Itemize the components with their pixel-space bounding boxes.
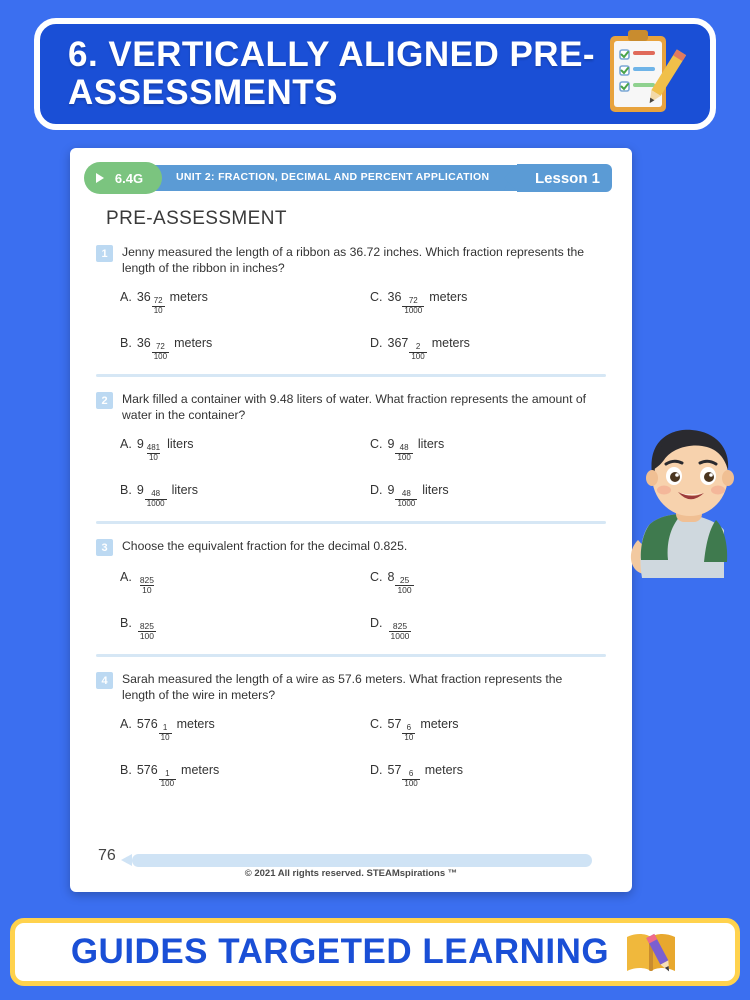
choice-whole: 576 bbox=[136, 717, 158, 732]
page-number: 76 bbox=[98, 847, 116, 864]
footer-bar bbox=[132, 854, 592, 867]
choice-option[interactable] bbox=[370, 336, 620, 359]
section-divider bbox=[96, 521, 606, 524]
choice-unit: meters bbox=[174, 336, 213, 351]
sheet-title: PRE-ASSESSMENT bbox=[106, 208, 287, 229]
question-block bbox=[96, 244, 606, 359]
choice-option[interactable] bbox=[370, 290, 620, 313]
choice-option[interactable] bbox=[120, 717, 370, 740]
choice-letter: C. bbox=[370, 290, 383, 305]
standard-code-label: 6.4G bbox=[114, 170, 144, 186]
choice-unit: meters bbox=[181, 763, 220, 778]
worksheet-ribbon bbox=[84, 162, 618, 196]
choice-whole: 57 bbox=[387, 763, 402, 778]
book-pencil-icon bbox=[621, 927, 679, 977]
fraction: $\frac{25}{100}$ bbox=[397, 575, 412, 596]
choice-whole: 9 bbox=[136, 437, 144, 452]
choice-letter: D. bbox=[370, 616, 383, 631]
choice-option[interactable] bbox=[120, 437, 370, 460]
choice-whole: 9 bbox=[136, 483, 144, 498]
question-text: Mark filled a container with 9.48 liters of water. What fraction represents the amount of water in the container? bbox=[122, 392, 587, 423]
choice-unit: meters bbox=[169, 290, 208, 305]
fraction: $\frac{48}{100}$ bbox=[397, 443, 411, 462]
choice-letter: A. bbox=[120, 570, 132, 585]
play-triangle-icon bbox=[96, 173, 104, 183]
choice-letter: D. bbox=[370, 763, 383, 778]
choice-unit: liters bbox=[422, 483, 449, 498]
fraction: $\frac{48}{1000}$ bbox=[397, 489, 416, 508]
choice-option[interactable] bbox=[370, 616, 620, 642]
fraction: $\frac{72}{10}$ bbox=[153, 296, 163, 315]
choice-list bbox=[120, 717, 606, 786]
choice-unit: meters bbox=[431, 336, 470, 351]
choice-list bbox=[120, 437, 606, 506]
choice-option[interactable] bbox=[370, 483, 620, 506]
question-block bbox=[96, 391, 606, 506]
fraction: $\frac{481}{10}$ bbox=[146, 443, 161, 462]
choice-whole: 36 bbox=[136, 336, 151, 351]
choice-whole: 367 bbox=[387, 336, 409, 351]
fraction: $\frac{825}{100}$ bbox=[139, 621, 154, 642]
choice-unit: liters bbox=[417, 437, 445, 452]
worksheet-page bbox=[70, 148, 632, 892]
fraction: $\frac{6}{10}$ bbox=[404, 723, 414, 742]
choice-letter: D. bbox=[370, 483, 383, 498]
bottom-banner-text: GUIDES TARGETED LEARNING bbox=[70, 932, 610, 971]
choice-whole: 576 bbox=[136, 763, 158, 778]
question-text: Sarah measured the length of a wire as 57.6 meters. What fraction represents the length of the wire in meters? bbox=[122, 672, 563, 703]
bottom-banner bbox=[10, 918, 740, 986]
choice-whole: 8 bbox=[387, 570, 395, 585]
choice-unit: liters bbox=[171, 483, 198, 498]
choice-letter: C. bbox=[370, 717, 383, 732]
choice-letter: B. bbox=[120, 616, 132, 631]
section-divider bbox=[96, 654, 606, 657]
standard-code-badge bbox=[84, 162, 162, 194]
choice-unit: liters bbox=[167, 437, 194, 452]
header-banner bbox=[34, 18, 716, 130]
choice-letter: D. bbox=[370, 336, 383, 351]
choice-whole: 36 bbox=[136, 290, 151, 305]
question-text: Choose the equivalent fraction for the decimal 0.825. bbox=[122, 539, 408, 554]
choice-option[interactable] bbox=[370, 570, 620, 596]
choice-whole: 9 bbox=[387, 483, 395, 498]
question-number: 4 bbox=[96, 672, 113, 689]
fraction: $\frac{1}{10}$ bbox=[160, 723, 170, 742]
choice-option[interactable] bbox=[120, 483, 370, 506]
choice-unit: meters bbox=[420, 717, 459, 732]
choice-list bbox=[120, 570, 606, 642]
choice-letter: B. bbox=[120, 483, 132, 498]
question-number: 2 bbox=[96, 392, 113, 409]
copyright-text: © 2021 All rights reserved. STEAMspirations ™ bbox=[244, 868, 458, 879]
fraction: $\frac{2}{100}$ bbox=[411, 342, 425, 361]
worksheet-footer bbox=[70, 847, 632, 879]
choice-letter: C. bbox=[370, 570, 383, 585]
page-title: 6. VERTICALLY ALIGNED PRE-ASSESSMENTS bbox=[68, 35, 596, 112]
fraction: $\frac{72}{100}$ bbox=[153, 342, 168, 361]
fraction: $\frac{72}{1000}$ bbox=[404, 296, 423, 315]
choice-option[interactable] bbox=[120, 616, 370, 642]
choice-letter: B. bbox=[120, 336, 132, 351]
question-number: 3 bbox=[96, 539, 113, 556]
choice-option[interactable] bbox=[370, 763, 620, 786]
fraction: $\frac{825}{1000}$ bbox=[390, 621, 410, 642]
choice-unit: meters bbox=[429, 290, 468, 305]
question-block bbox=[96, 671, 606, 786]
choice-unit: meters bbox=[176, 717, 215, 732]
question-text: Jenny measured the length of a ribbon as 36.72 inches. Which fraction represents the length of the ribbon in inches? bbox=[122, 245, 585, 276]
choice-list bbox=[120, 290, 606, 359]
clipboard-icon bbox=[600, 28, 686, 120]
choice-whole: 57 bbox=[387, 717, 402, 732]
choice-option[interactable] bbox=[120, 763, 370, 786]
choice-option[interactable] bbox=[370, 437, 620, 460]
choice-letter: C. bbox=[370, 437, 383, 452]
choice-letter: B. bbox=[120, 763, 132, 778]
choice-letter: A. bbox=[120, 437, 132, 452]
lesson-label: Lesson 1 bbox=[517, 164, 612, 192]
choice-whole: 9 bbox=[387, 437, 395, 452]
choice-option[interactable] bbox=[370, 717, 620, 740]
question-block bbox=[96, 538, 606, 642]
fraction: $\frac{48}{1000}$ bbox=[146, 489, 165, 508]
unit-label: UNIT 2: FRACTION, DECIMAL AND PERCENT APPLICATION bbox=[176, 171, 490, 183]
fraction: $\frac{825}{10}$ bbox=[139, 575, 154, 596]
choice-letter: A. bbox=[120, 290, 132, 305]
choice-option[interactable] bbox=[120, 290, 370, 313]
choice-option[interactable] bbox=[120, 336, 370, 359]
boy-mascot-icon bbox=[624, 420, 750, 620]
choice-option[interactable] bbox=[120, 570, 370, 596]
choice-unit: meters bbox=[424, 763, 463, 778]
choice-letter: A. bbox=[120, 717, 132, 732]
fraction: $\frac{6}{100}$ bbox=[404, 769, 418, 788]
question-number: 1 bbox=[96, 245, 113, 262]
fraction: $\frac{1}{100}$ bbox=[160, 769, 175, 788]
choice-whole: 36 bbox=[387, 290, 402, 305]
section-divider bbox=[96, 374, 606, 377]
